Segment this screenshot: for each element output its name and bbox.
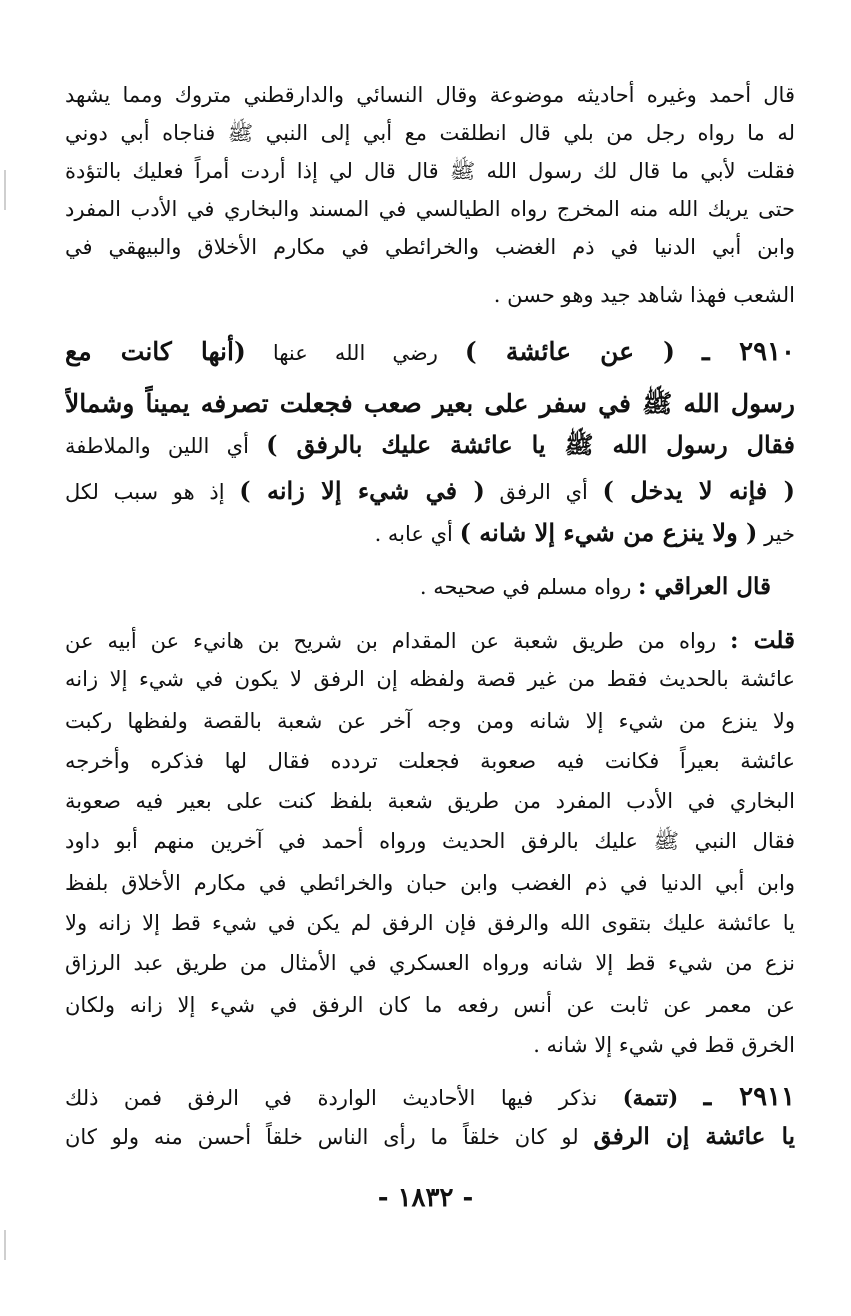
hadith-commentary: لو كان خلقاً ما رأى الناس خلقاً أحسن منه ولو كان [65,1125,579,1149]
text-line: له ما رواه رجل من بلي قال انطلقت مع أبي إلى النبي ﷺ فناجاه أبي دوني [65,121,795,145]
hadith-commentary: أي اللين والملاطفة [65,434,249,458]
hadith-2911-line-2 [65,1120,795,1158]
text-line: حتى يريك الله منه المخرج رواه الطيالسي في المسند والبخاري في الأدب المفرد [65,197,795,221]
text-line: البخاري في الأدب المفرد من طريق شعبة بلفظ كنت على بعير فيه صعوبة [65,789,795,813]
text-line: ولا ينزع من شيء إلا شانه ومن وجه آخر عن شعبة بالقصة ولفظها ركبت [65,709,795,733]
hadith-text: ( فإنه لا يدخل ) [602,476,795,505]
hadith-2910-line-3 [65,426,795,466]
hadith-number: ٢٩١١ ـ [703,1082,795,1112]
page-number: - ١٨٣٢ - [377,1183,474,1213]
hadith-commentary: نذكر فيها الأحاديث الواردة في الرفق فمن ذلك [65,1086,598,1110]
hadith-2910-line-1 [65,332,795,376]
hadith-commentary: أي الرفق [499,480,588,504]
scan-mark [4,1230,6,1260]
hadith-number: ٢٩١٠ ـ [702,337,795,367]
hadith-2910-line-5 [65,514,795,554]
text-line: يا عائشة عليك بتقوى الله والرفق فإن الرفق لم يكن في شيء قط إلا زانه ولا [65,911,795,935]
text-line: عن معمر عن ثابت عن أنس رفعه ما كان الرفق في شيء إلا زانه ولكان [65,993,795,1017]
hadith-2910-line-4 [65,472,795,512]
text-line: عائشة بعيراً فكانت فيه صعوبة فجعلت تردده فقال لها فذكره وأخرجه [65,749,795,773]
text-line: وابن أبي الدنيا في ذم الغضب والخرائطي في مكارم الأخلاق والبيهقي في [65,235,795,259]
text-line: قال أحمد وغيره أحاديثه موضوعة وقال النسائي والدارقطني متروك ومما يشهد [65,83,795,107]
hadith-text-line: رسول الله ﷺ في سفر على بعير صعب فجعلت تصرفه يميناً وشمالاً [65,389,795,418]
iraqi-line [65,570,771,608]
hadith-text: فقال رسول الله ﷺ يا عائشة عليك بالرفق ) [266,430,795,459]
qult-label: قلت : [730,627,795,654]
hadith-commentary: رضي الله عنها [272,341,438,365]
hadith-commentary: إذ هو سبب لكل [65,480,225,504]
hadith-text: ( ولا ينزع من شيء إلا شانه ) [459,518,758,547]
text-line: فقال النبي ﷺ عليك بالرفق الحديث ورواه أحمد في آخرين منهم أبو داود [65,829,795,853]
text-line: وابن أبي الدنيا في ذم الغضب وابن حبان والخرائطي في مكارم الأخلاق بلفظ [65,871,795,895]
text-line: الشعب فهذا شاهد جيد وهو حسن . [493,283,795,307]
iraqi-label: قال العراقي : [638,573,771,600]
tatimma-label: (تتمة) [622,1085,679,1110]
hadith-text: (أنها كانت مع [65,337,246,366]
iraqi-text: رواه مسلم في صحيحه . [419,575,632,599]
scan-mark [4,170,6,210]
qult-line-1 [65,624,795,662]
hadith-text: يا عائشة إن الرفق [593,1123,795,1150]
text-line: فقلت لأبي ما قال لك رسول الله ﷺ قال قال لي إذا أردت أمراً فعليك بالتؤدة [65,159,795,183]
text-line: نزع من شيء قط إلا شانه ورواه العسكري في الأمثال من طريق عبد الرزاق [65,951,795,975]
text-line: عائشة بالحديث فقط من غير قصة ولفظه إن الرفق لا يكون في شيء إلا زانه [65,667,795,691]
hadith-commentary: أي عابه . [374,522,453,546]
qult-text: رواه من طريق شعبة عن المقدام بن شريح بن هانيء عن أبيه عن [65,629,717,653]
text-line: الخرق قط في شيء إلا شانه . [533,1033,795,1057]
hadith-2911-line-1 [65,1080,795,1118]
hadith-narrator: ( عن عائشة ) [464,337,675,366]
hadith-commentary: خير [764,522,795,546]
hadith-text: ( في شيء إلا زانه ) [239,476,485,505]
